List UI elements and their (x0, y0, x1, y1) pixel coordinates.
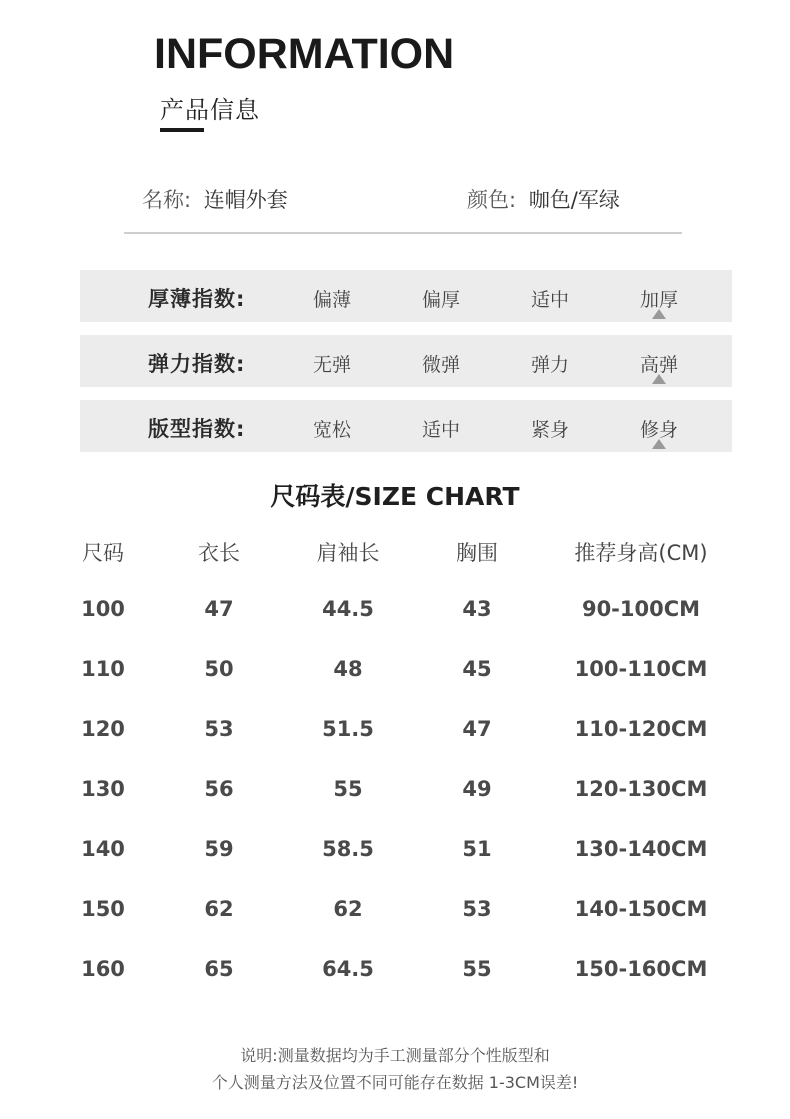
index-option: 无弹 (312, 354, 351, 376)
index-option: 微弹 (421, 354, 460, 376)
table-header-cell: 推荐身高(CM) (574, 541, 708, 565)
index-option: 宽松 (312, 419, 351, 441)
index-option-selected: 修身 (639, 419, 678, 441)
product-color (467, 184, 620, 214)
table-cell: 49 (462, 777, 492, 801)
table-cell: 64.5 (322, 957, 374, 981)
index-label: 版型指数: (148, 417, 246, 441)
table-cell: 140 (81, 837, 125, 861)
title-underline (160, 128, 204, 132)
triangle-up-icon (652, 439, 666, 449)
table-cell: 47 (462, 717, 492, 741)
product-name-label: 名称: (142, 188, 192, 212)
table-cell: 51 (462, 837, 492, 861)
table-cell: 59 (204, 837, 234, 861)
table-cell: 43 (462, 597, 492, 621)
size-chart-title: 尺码表/SIZE CHART (270, 482, 520, 511)
table-cell: 110 (81, 657, 125, 681)
table-cell: 120 (81, 717, 125, 741)
table-cell: 55 (462, 957, 492, 981)
table-cell: 53 (204, 717, 234, 741)
index-option: 适中 (530, 289, 569, 311)
product-name (142, 184, 288, 214)
index-option-selected: 高弹 (639, 354, 678, 376)
page-subtitle: 产品信息 (160, 96, 260, 124)
table-cell: 47 (204, 597, 234, 621)
table-cell: 62 (204, 897, 234, 921)
table-header-cell: 衣长 (198, 541, 240, 565)
table-cell: 62 (333, 897, 363, 921)
table-cell: 65 (204, 957, 234, 981)
table-cell: 55 (333, 777, 363, 801)
index-option: 弹力 (530, 354, 569, 376)
table-cell: 160 (81, 957, 125, 981)
table-cell: 56 (204, 777, 234, 801)
table-cell: 58.5 (322, 837, 374, 861)
index-label: 弹力指数: (148, 352, 246, 376)
triangle-up-icon (652, 374, 666, 384)
page-title: INFORMATION (154, 30, 455, 78)
table-cell: 44.5 (322, 597, 374, 621)
product-color-value: 咖色/军绿 (528, 188, 620, 212)
table-cell: 50 (204, 657, 234, 681)
table-cell: 100-110CM (574, 657, 708, 681)
index-option: 偏厚 (421, 289, 460, 311)
index-option: 紧身 (530, 419, 569, 441)
index-option: 偏薄 (312, 289, 351, 311)
info-divider (124, 232, 682, 234)
table-header-cell: 肩袖长 (316, 541, 380, 565)
table-header-cell: 胸围 (456, 541, 498, 565)
index-option: 适中 (421, 419, 460, 441)
index-option-selected: 加厚 (639, 289, 678, 311)
fit-index-row (80, 400, 732, 452)
note-line-1: 说明:测量数据均为手工测量部分个性版型和 (240, 1046, 550, 1065)
table-cell: 120-130CM (574, 777, 708, 801)
table-cell: 100 (81, 597, 125, 621)
table-cell: 140-150CM (574, 897, 708, 921)
table-cell: 90-100CM (581, 597, 701, 621)
triangle-up-icon (652, 309, 666, 319)
note-line-2: 个人测量方法及位置不同可能存在数据 1-3CM误差! (211, 1073, 579, 1092)
product-color-label: 颜色: (467, 188, 517, 212)
product-name-value: 连帽外套 (203, 188, 288, 212)
table-cell: 150-160CM (574, 957, 708, 981)
table-cell: 130-140CM (574, 837, 708, 861)
table-cell: 130 (81, 777, 125, 801)
elasticity-index-row (80, 335, 732, 387)
table-cell: 51.5 (322, 717, 374, 741)
table-cell: 48 (333, 657, 363, 681)
table-cell: 110-120CM (574, 717, 708, 741)
table-cell: 45 (462, 657, 492, 681)
table-cell: 150 (81, 897, 125, 921)
thickness-index-row (80, 270, 732, 322)
index-label: 厚薄指数: (148, 287, 246, 311)
table-cell: 53 (462, 897, 492, 921)
table-header-cell: 尺码 (82, 541, 124, 565)
